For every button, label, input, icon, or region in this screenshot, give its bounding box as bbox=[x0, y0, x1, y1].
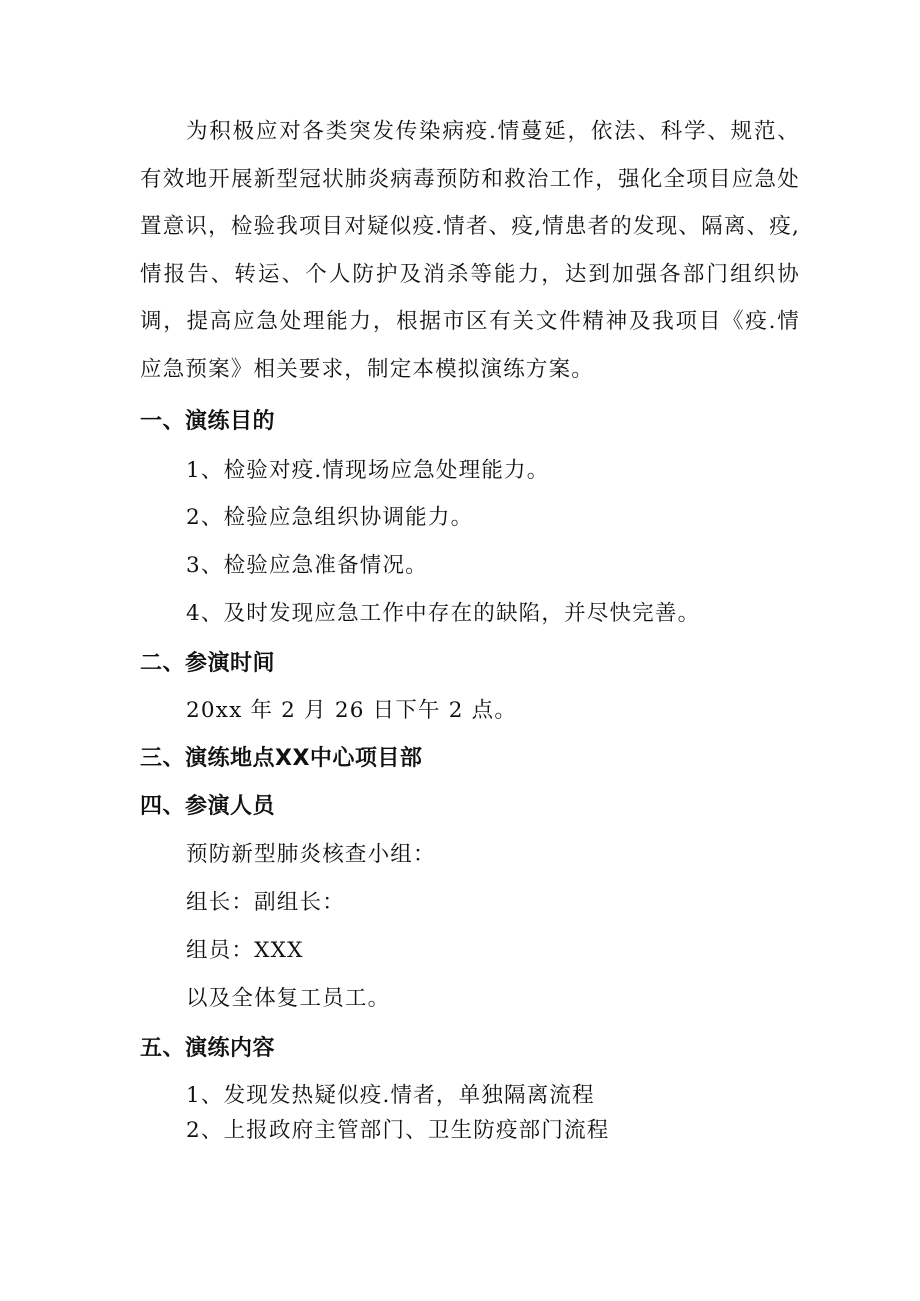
participants-line-1: 预防新型肺炎核查小组： bbox=[186, 842, 436, 867]
participants-line-2: 组长：副组长： bbox=[186, 890, 345, 915]
content-item-1: 1、发现发热疑似疫.情者，单独隔离流程 bbox=[186, 1083, 595, 1108]
section-heading-drill-time: 二、参演时间 bbox=[140, 651, 276, 676]
intro-paragraph: 为积极应对各类突发传染病疫.情蔓延，依法、科学、规范、有效地开展新型冠状肺炎病毒预防和救治工作，强化全项目应急处置意识，检验我项目对疑似疫.情者、疫,情患者的发现、隔离、疫,情报告、转运、个人防护及消杀等能力，达到加强各部门组织协调，提高应急处理能力，根据市区有关文件精神及我项目《疫.情应急预案》相关要求，制定本模拟演练方案。 bbox=[140, 119, 800, 382]
drill-time-text: 20xx 年 2 月 26 日下午 2 点。 bbox=[186, 698, 518, 723]
purpose-item-2: 2、检验应急组织协调能力。 bbox=[186, 505, 474, 530]
participants-line-3: 组员：XXX bbox=[186, 938, 304, 963]
purpose-item-1: 1、检验对疫.情现场应急处理能力。 bbox=[186, 458, 550, 483]
section-heading-drill-location: 三、演练地点XX中心项目部 bbox=[140, 746, 423, 771]
content-item-2: 2、上报政府主管部门、卫生防疫部门流程 bbox=[186, 1118, 610, 1143]
purpose-item-3: 3、检验应急准备情况。 bbox=[186, 553, 428, 578]
participants-line-4: 以及全体复工员工。 bbox=[186, 986, 391, 1011]
section-heading-participants: 四、参演人员 bbox=[140, 794, 276, 819]
purpose-item-4: 4、及时发现应急工作中存在的缺陷，并尽快完善。 bbox=[186, 601, 701, 626]
section-heading-drill-purpose: 一、演练目的 bbox=[140, 409, 276, 434]
section-heading-drill-content: 五、演练内容 bbox=[140, 1036, 276, 1061]
